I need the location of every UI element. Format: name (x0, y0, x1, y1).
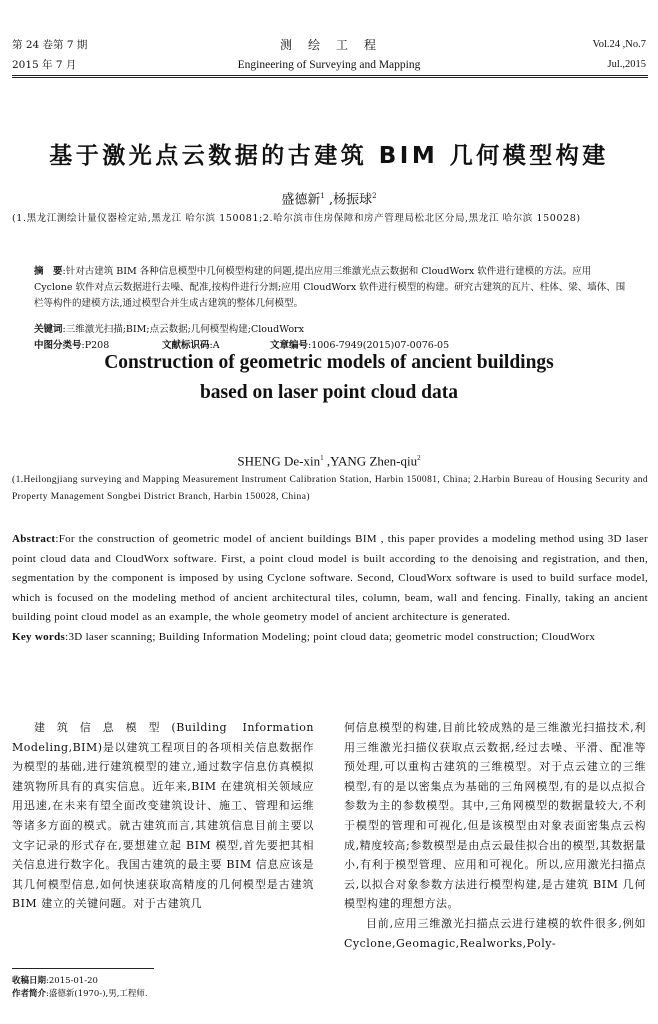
body-paragraph: 目前,应用三维激光扫描点云进行建模的软件很多,例如 Cyclone,Geomagic,Realworks,Poly- (344, 916, 646, 950)
article-no-label: 文章编号 (270, 340, 309, 351)
keywords-en-text: :3D laser scanning; Building Information Modeling; point cloud data; geometric model construction; CloudWorx (65, 630, 596, 643)
abstract-en (12, 530, 648, 647)
header-date-cn: 2015 年 7 月 (12, 59, 77, 71)
abstract-cn-text: :针对古建筑 BIM 各种信息模型中几何模型构建的问题,提出应用三维激光点云数据和 CloudWorx 软件进行建模的方法。应用 Cyclone 软件对点云数据进行去噪、配准,按构件进行分割;应用 CloudWorx 软件进行模型的构建。研究古建筑的瓦片、柱体、梁、墙体、围栏等构件的建模方法,通过模型合并生成古建筑的整体几何模型。 (34, 266, 626, 309)
author-sep-cn: , (324, 192, 334, 208)
doc-code-label: 文献标识码 (162, 340, 210, 351)
author-sep-en: , (323, 453, 331, 469)
body-paragraph: 建筑信息模型(Building Information Modeling,BIM)是以建筑工程项目的各项相关信息数据作为模型的基础,进行建筑模型的建立,通过数字信息仿真模拟建筑物所具有的真实信息。近年来,BIM 在建筑相关领域应用迅速,在未来有望全面改变建筑设计、施工、管理和运维等诸多方面的模式。就古建筑而言,其建筑信息目前主要以文字记录的形式存在,要想建立起 BIM 模型,首先要把其相关信息进行数字化。我国古建筑的最主要 BIM 信息应该是其几何模型信息,如何快速获取高精度的几何模型是古建筑 BIM 建立的关键问题。对于古建筑几 (12, 721, 314, 911)
author-1-en-affil: 1 (320, 454, 324, 462)
keywords-cn (34, 322, 626, 338)
paper-title-en (0, 348, 658, 408)
header-journal-en: Engineering of Surveying and Mapping (237, 59, 421, 71)
keywords-cn-text: :三维激光扫描;BIM;点云数据;几何模型构建;CloudWorx (62, 324, 304, 335)
abstract-en-text: :For the construction of geometric model of ancient buildings BIM , this paper provides a modeling method using 3D laser point cloud data and CloudWorx software. First, a point cloud model is built according to the denoising and registration, and then, segmentation by the component is imposed by using Cyclone software. Second, CloudWorx software is used to build surface model, which is focused on the modeling method of ancient architectural tiles, column, beam, wall and fencing. Finally, taking an ancient building point cloud model as an example, the whole geometry model of ancient architecture is generated. (12, 533, 648, 623)
paper-title-en-line2: based on laser point cloud data (199, 382, 459, 403)
received-date (12, 975, 322, 988)
author-2-en-affil: 2 (417, 454, 421, 462)
authors-en (0, 450, 658, 469)
clc-label: 中图分类号 (34, 340, 82, 351)
author-1-en: SHENG De-xin (237, 453, 321, 469)
body-column-right (344, 718, 646, 953)
body-column-left (12, 718, 314, 914)
received-value: :2015-01-20 (46, 976, 98, 986)
author-bio-label: 作者简介 (12, 989, 47, 999)
affiliation-cn: (1.黑龙江测绘计量仪器检定站,黑龙江 哈尔滨 150081;2.哈尔滨市住房保障和房产管理局松北区分局,黑龙江 哈尔滨 150028) (12, 213, 581, 224)
header-journal-cn: 测 绘 工 程 (279, 38, 378, 52)
author-bio-value: :盛德新(1970-),男,工程师. (46, 989, 148, 999)
paper-title-en-line1: Construction of geometric models of ancient buildings (104, 352, 554, 373)
footnote-rule (12, 968, 154, 969)
header-volume-cn: 第 24 卷第 7 期 (12, 39, 88, 51)
author-1-cn-affil: 1 (320, 192, 325, 200)
author-1-cn: 盛德新 (281, 192, 321, 208)
author-2-cn: 杨振球 (333, 192, 373, 208)
header-date-en: Jul.,2015 (607, 59, 646, 70)
keywords-cn-label: 关键词 (34, 324, 63, 335)
received-label: 收稿日期 (12, 976, 47, 986)
paper-title-cn: 基于激光点云数据的古建筑 BIM 几何模型构建 (49, 143, 609, 169)
keywords-en-label: Key words (12, 630, 66, 643)
affiliation-en: (1.Heilongjiang surveying and Mapping Measurement Instrument Calibration Station, Harbin 150081, China; 2.Harbin Bureau of Housing Security and Property Management Songbei District Branch, Harbin 150028, China) (12, 475, 648, 502)
footnote (12, 975, 322, 1001)
abstract-cn-label: 摘 要 (34, 266, 63, 277)
header-volume-en: Vol.24 ,No.7 (592, 39, 646, 50)
doc-code-value: :A (209, 340, 220, 351)
abstract-en-label: Abstract (12, 533, 56, 545)
header-rule-top (12, 75, 648, 76)
abstract-cn (34, 264, 626, 312)
header-rule-bottom (12, 77, 648, 78)
author-2-cn-affil: 2 (372, 192, 377, 200)
clc-value: :P208 (81, 340, 110, 351)
body-paragraph: 何信息模型的构建,目前比较成熟的是三维激光扫描技术,利用三维激光扫描仪获取点云数据,经过去噪、平滑、配准等预处理,可以重构古建筑的三维模型。对于点云建立的三维模型,有的是以密集点为基础的三角网模型,有的是以点拟合参数为主的参数模型。其中,三角网模型的数据量较大,不利于模型的管理和可视化,但是该模型由对象表面密集点云构成,精度较高;参数模型是由点云最佳拟合出的模型,其数据量小,有利于模型管理、应用和可视化。所以,应用激光扫描点云,以拟合对象参数方法进行模型构建,是古建筑 BIM 几何模型构建的理想方法。 (344, 721, 646, 911)
article-no-value: :1006-7949(2015)07-0076-05 (308, 340, 450, 351)
author-2-en: YANG Zhen-qiu (330, 453, 418, 469)
authors-cn (0, 188, 658, 208)
author-bio (12, 988, 322, 1001)
